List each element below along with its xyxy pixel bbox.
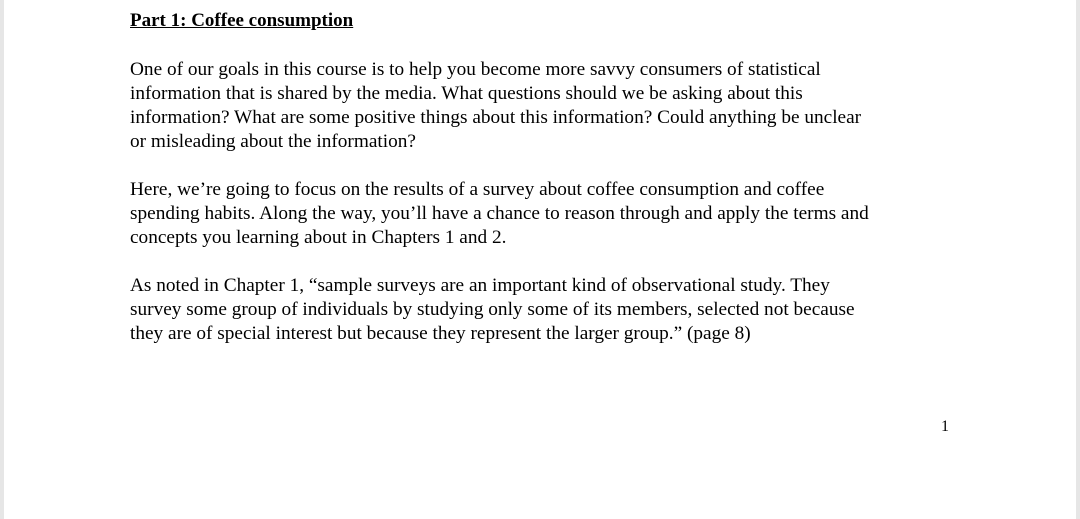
paragraph-line: survey some group of individuals by studying only some of its members, selected not because [130,299,855,320]
paragraph-line: they are of special interest but because they represent the larger group.” (page 8) [130,323,751,344]
paragraph-line: information that is shared by the media. What questions should we be asking about this [130,83,803,104]
paragraph-quote [130,274,960,346]
paragraph-line: Here, we’re going to focus on the results of a survey about coffee consumption and coffee [130,179,825,200]
document-page [4,0,1076,519]
paragraph-line: spending habits. Along the way, you’ll have a chance to reason through and apply the terms and [130,203,869,224]
paragraph-line: concepts you learning about in Chapters 1 and 2. [130,227,507,248]
paragraph-line: or misleading about the information? [130,131,416,152]
page-number: 1 [941,418,949,435]
section-heading: Part 1: Coffee consumption [130,10,354,31]
paragraph-line: One of our goals in this course is to help you become more savvy consumers of statistical [130,59,821,80]
paragraph-line: As noted in Chapter 1, “sample surveys are an important kind of observational study. They [130,275,830,296]
paragraph-intro [130,58,960,154]
paragraph-survey-focus [130,178,960,250]
paragraph-line: information? What are some positive things about this information? Could anything be unclear [130,107,862,128]
